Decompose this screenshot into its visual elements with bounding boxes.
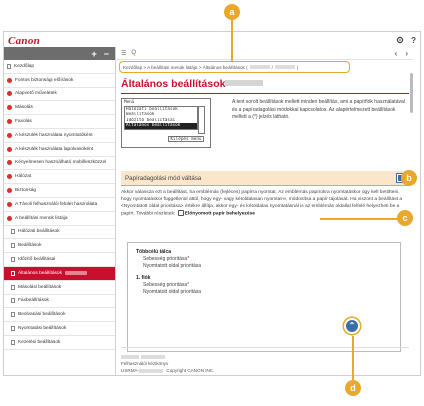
expand-icon: [7, 91, 12, 96]
breadcrumb-separator: /: [271, 64, 273, 70]
preprinted-paper-link[interactable]: Előnyomott papír behelyezése: [184, 211, 256, 217]
sidebar-item[interactable]: [4, 308, 115, 322]
sidebar-item-label: A Távoli felhasználói felület használata: [15, 201, 98, 207]
section-header[interactable]: [121, 171, 409, 186]
page-icon: [11, 312, 15, 317]
page-icon: [11, 285, 15, 290]
sidebar-toolbar: [4, 47, 115, 60]
top-icons: [396, 36, 416, 46]
expand-icon: [7, 147, 12, 152]
sidebar-item[interactable]: [4, 295, 115, 309]
sidebar-item-label: Másolás: [15, 105, 33, 111]
expand-icon: [7, 133, 12, 138]
sidebar-item[interactable]: [4, 115, 115, 129]
expand-all-button[interactable]: +: [91, 48, 97, 59]
section-paragraph: [121, 190, 411, 218]
sidebar-item-label: Biztonság: [15, 188, 37, 194]
callout-b: b: [401, 170, 417, 186]
sidebar-item-label: Időzítő beállításai: [18, 257, 56, 263]
settings-value-text: Nyomtatott oldal prioritása: [143, 262, 202, 269]
footer: [121, 347, 409, 374]
footer-redacted: [141, 355, 165, 359]
settings-value: [136, 289, 400, 296]
intro-text: A lent sorolt beállítások mellett minden beállítás, ami a papírfiók használatával és a papíradagolási módokkal kapcsolatos. Az alapértelmezett beállítások mellett a (*) jelzés látható.: [232, 99, 405, 121]
page-icon: [7, 64, 11, 69]
paragraph-text: Akkor válassza ezt a beállítást, ha emblémás (fejléces) papírra nyomtat. Az emblémás papírokra nyomtatáskor úgy kell betölteni, hogy nyomtatáskor függetlenül attól, hogy egy- vagy kétoldalasan nyomtat-e, módosítsa a papír tájolását. Ha viszont a beállítást a <Nyomtatott oldal prioritása> értékre állítja, akkor egy- és kétoldalas nyomtatásnál is az emblémás oldallal felfelé helyezheti be a papírt. További részletek:: [121, 190, 403, 217]
expand-icon: [7, 78, 12, 83]
sidebar-item-label: Kezdőlap: [14, 63, 35, 69]
sidebar-item-label: A készülék használata nyomtatóként: [15, 132, 93, 138]
sidebar-item-label: Fontos biztonsági előírások: [15, 77, 74, 83]
sidebar-item-label: Nyomtatási beállítások: [18, 326, 67, 332]
callout-line-c: [320, 218, 402, 220]
sidebar-item-label: Általános beállítások: [18, 270, 62, 276]
section-title: Papíradagolási mód váltása: [125, 174, 202, 182]
callout-d: d: [345, 380, 361, 396]
sidebar-item-label: Faxolás: [15, 119, 32, 125]
search-icon[interactable]: Q: [131, 50, 137, 56]
default-marker: *: [187, 255, 190, 262]
content-toolbar: [117, 47, 414, 60]
sidebar-item-label: Kezelési beállítások: [18, 339, 61, 345]
page-icon: [11, 243, 15, 248]
next-page-button[interactable]: ›: [405, 49, 408, 58]
title-redacted: [225, 80, 263, 86]
previous-page-button[interactable]: ‹: [394, 49, 398, 58]
expand-icon: [7, 188, 12, 193]
sidebar-item[interactable]: [4, 88, 115, 102]
settings-value-text: Sebesség prioritása: [143, 255, 188, 262]
expand-icon: [7, 160, 12, 165]
content-pane: [117, 47, 414, 375]
settings-values-box: [127, 242, 401, 352]
expand-icon: [7, 105, 12, 110]
sidebar-item[interactable]: [4, 239, 115, 253]
sidebar-item[interactable]: [4, 170, 115, 184]
sidebar-item-label: Alapvető műveletek: [15, 91, 57, 97]
link-icon[interactable]: [178, 210, 184, 216]
sidebar-item[interactable]: [4, 267, 115, 281]
settings-value-text: Nyomtatott oldal prioritása: [143, 288, 202, 295]
expand-icon: [7, 216, 12, 221]
menu-screen-illustration: [121, 98, 211, 148]
sidebar-item-label: Kényelmesen használható mobilleszközzel: [15, 160, 107, 166]
breadcrumb-text: Kezdőlap > A beállítási menük listája > Általános beállítások (: [123, 64, 248, 70]
sidebar-item[interactable]: [4, 101, 115, 115]
page-icon: [11, 326, 15, 331]
page-icon: [11, 340, 15, 345]
scroll-thumb[interactable]: [410, 73, 413, 113]
page-icon: [11, 271, 15, 276]
sidebar-item[interactable]: [4, 157, 115, 171]
manual-name: Felhasználói kézikönyv: [121, 361, 169, 366]
sidebar-item-label: Faxbeállítások: [18, 298, 49, 304]
callout-c: c: [397, 210, 413, 226]
page-title: Általános beállítások: [121, 78, 226, 90]
manual-code: USRMA-: [121, 368, 140, 373]
menu-list-item: Hálózati beállítások: [126, 107, 178, 112]
copyright-text: Copyright CANON INC.: [166, 368, 215, 373]
sidebar-item[interactable]: [4, 322, 115, 336]
sidebar-item[interactable]: [4, 336, 115, 350]
menu-scrollbar: [198, 106, 205, 134]
help-icon[interactable]: ?: [411, 36, 416, 45]
sidebar-item-label: Hálózat: [15, 174, 32, 180]
menu-list: [124, 106, 198, 130]
page-nav: [395, 49, 408, 58]
menu-label: Menü: [124, 100, 135, 105]
sidebar-item-label: Másolási beállítások: [18, 284, 62, 290]
breadcrumb-end: ): [296, 64, 299, 70]
menu-list-item: Általános beállítások: [125, 123, 197, 128]
default-marker: *: [187, 282, 190, 289]
page-icon: [11, 229, 15, 234]
sidebar-item[interactable]: [4, 198, 115, 212]
back-to-top-button[interactable]: ⌃: [344, 318, 360, 334]
sidebar: [4, 47, 116, 375]
settings-value: [136, 282, 400, 289]
sidebar-item[interactable]: [4, 226, 115, 240]
sidebar-item[interactable]: [4, 74, 115, 88]
gear-icon[interactable]: [396, 36, 404, 46]
menu-list-item: Időzítő beállításai: [126, 117, 176, 123]
breadcrumb[interactable]: [119, 61, 350, 73]
breadcrumb-redacted: [250, 65, 270, 69]
sidebar-item[interactable]: [4, 184, 115, 198]
title-divider: [121, 93, 409, 94]
sidebar-item-label: A beállítási menük listája: [15, 215, 68, 221]
menu-exit-button: Kilépés menü: [168, 136, 204, 142]
settings-group-name: Többcélú tálca: [136, 249, 172, 255]
callout-line-d: [352, 336, 354, 380]
sidebar-item[interactable]: [4, 129, 115, 143]
page-icon: [11, 298, 15, 303]
sidebar-item-label: Hálózati beállítások: [18, 229, 60, 235]
expand-icon: [7, 174, 12, 179]
sidebar-item-label: Beállítások: [18, 243, 42, 249]
settings-value-text: Sebesség prioritása: [143, 282, 188, 289]
breadcrumb-redacted: [275, 65, 295, 69]
sidebar-item[interactable]: [4, 212, 115, 226]
sidebar-item-redacted: [65, 271, 87, 275]
sidebar-item[interactable]: [4, 60, 115, 74]
settings-value: [136, 256, 400, 263]
page-icon: [11, 257, 15, 262]
settings-group-name: 1. fiók: [136, 275, 151, 282]
sidebar-item[interactable]: [4, 253, 115, 267]
canon-logo: Canon: [8, 35, 41, 47]
callout-line-a: [231, 20, 233, 62]
callout-a: a: [224, 4, 240, 20]
list-icon[interactable]: ☰: [121, 50, 127, 57]
menu-list-item: Beállítások: [126, 112, 155, 118]
settings-value: [136, 263, 400, 270]
sidebar-item[interactable]: [4, 143, 115, 157]
sidebar-item-label: Beolvasási beállítások: [18, 312, 66, 318]
footer-redacted: [121, 355, 139, 359]
collapse-all-button[interactable]: −: [103, 48, 109, 59]
expand-icon: [7, 119, 12, 124]
manual-code-redacted: [139, 369, 163, 373]
sidebar-item[interactable]: [4, 281, 115, 295]
sidebar-item-label: A készülék használata lapolvasóként: [15, 146, 94, 152]
expand-icon: [7, 202, 12, 207]
